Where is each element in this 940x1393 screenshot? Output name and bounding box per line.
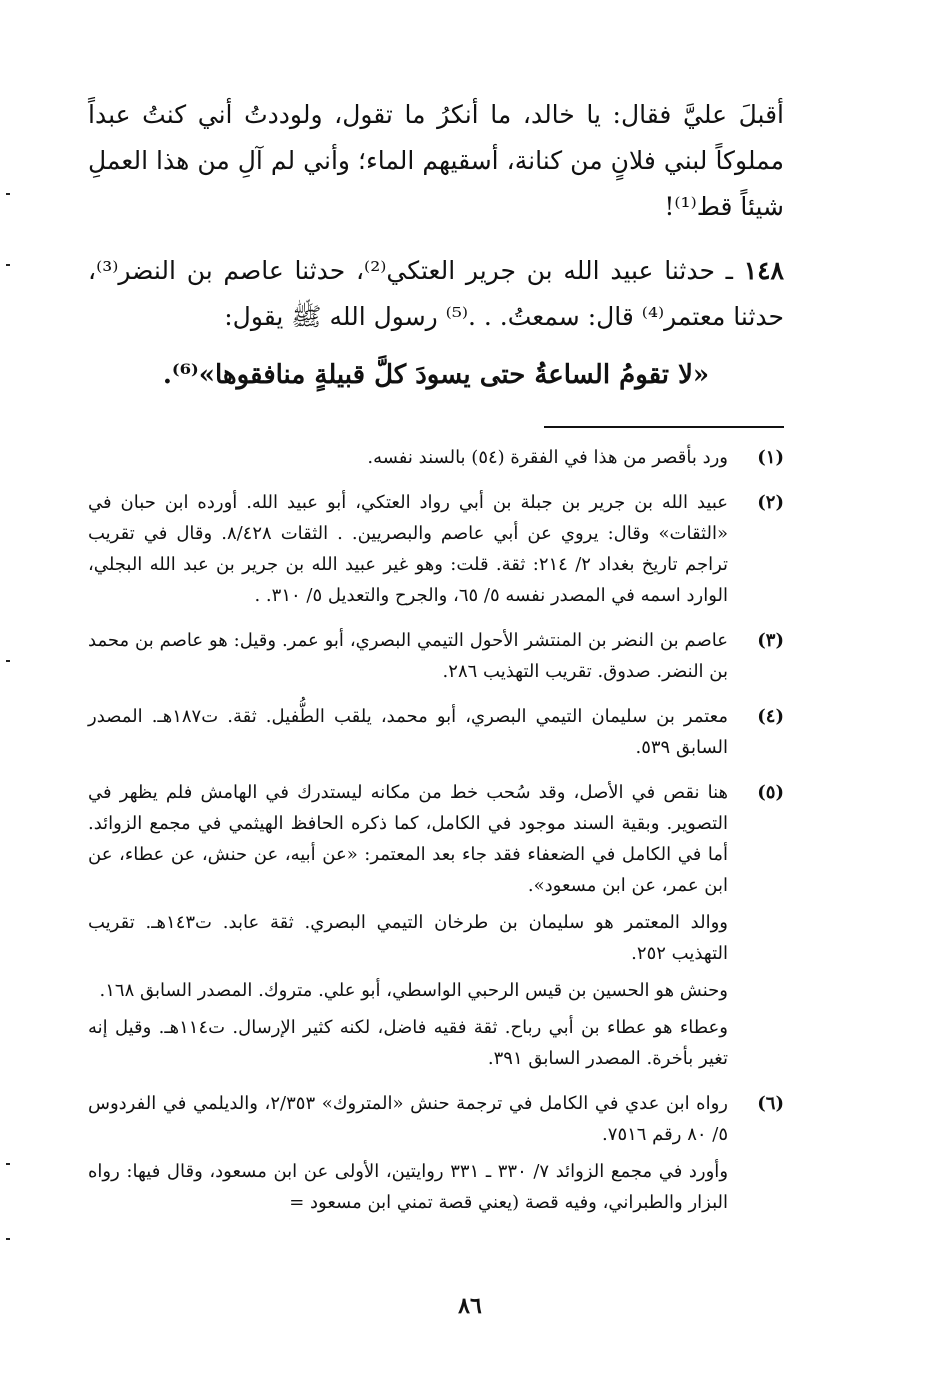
footnote-paragraph: ورد بأقصر من هذا في الفقرة (٥٤) بالسند نفسه. (367, 447, 728, 468)
footnote-number: (٦) (757, 1093, 784, 1114)
footnote (88, 442, 784, 479)
footnote-body (88, 777, 728, 1080)
footnote-paragraph: ووالد المعتمر هو سليمان بن طرخان التيمي البصري. ثقة عابد. ت١٤٣هـ. تقريب التهذيب ٢٥٢. (88, 912, 728, 964)
footnote-paragraph: معتمر بن سليمان التيمي البصري، أبو محمد، يلقب الطُّفيل. ثقة. ت١٨٧هـ. المصدر السابق ٥٣٩. (88, 706, 728, 758)
main-paragraph-2 (88, 248, 784, 340)
footnote-paragraph: وأورد في مجمع الزوائد ٧/ ٣٣٠ ـ ٣٣١ روايتين، الأولى عن ابن مسعود، وقال فيها: رواه البزار والطبراني، وفيه قصة (يعني قصة تمني ابن مسعود = (88, 1161, 729, 1213)
scan-margin-mark (6, 193, 10, 195)
scan-margin-mark (6, 1163, 10, 1165)
footnote-paragraph: وعطاء هو عطاء بن أبي رباح. ثقة فقيه فاضل، لكنه كثير الإرسال. ت١١٤هـ. وقيل إنه تغير بأخرة. المصدر السابق ٣٩١. (88, 1017, 728, 1069)
footnote-paragraph: عبيد الله بن جرير بن جبلة بن أبي رواد العتكي، أبو عبيد الله. أورده ابن حبان في «الثقات» وقال: يروي عن أبي عاصم والبصريين. . الثقات ٨/٤٢٨. وقال في تقريب تراجم تاريخ بغداد ٢/ ٢١٤: ثقة. قلت: وهو غير عبيد الله بن جرير بن عبد الله البجلي، الوارد اسمه في المصدر نفسه ٥/ ٦٥، والجرح والتعديل ٥/ ٣١٠. . (88, 492, 729, 606)
footnotes (88, 442, 784, 1224)
scan-margin-mark (6, 264, 10, 266)
footnote-body (88, 625, 728, 693)
footnote (88, 625, 784, 693)
main-paragraph-1: أقبلَ عليَّ فقال: يا خالد، ما أنكرُ ما تقول، ولوددتُ أني كنتُ عبداً مملوكاً لبني فلانٍ من كنانة، أسقيهم الماء؛ وأني لم آلِ من هذا العملِ شيئاً قط⁽¹⁾! (88, 100, 784, 221)
footnote (88, 777, 784, 1080)
page-body (88, 92, 784, 1232)
footnote-number: (٣) (757, 630, 784, 651)
footnote-paragraph: رواه ابن عدي في الكامل في ترجمة حنش «المتروك» ٢/٣٥٣، والديلمي في الفردوس ٥/ ٨٠ رقم ٧٥١٦. (88, 1093, 728, 1145)
hadith-number: ١٤٨ (743, 256, 784, 285)
footnote-divider (544, 426, 784, 428)
footnote-number: (٥) (757, 782, 784, 803)
isnad-text: ـ حدثنا عبيد الله بن جرير العتكي⁽²⁾، حدثنا عاصم بن النضر⁽³⁾، حدثنا معتمر⁽⁴⁾ قال: سمعتُ. . .⁽⁵⁾ رسول الله ﷺ يقول: (88, 256, 784, 331)
footnote-paragraph: هنا نقص في الأصل، وقد سُحب خط من مكانه ليستدرك في الهامش فلم يظهر في التصوير. وبقية السند موجود في الكامل، كما ذكره الحافظ الهيثمي في مجمع الزوائد. أما في الكامل في الضعفاء فقد جاء بعد المعتمر: «عن أبيه، عن حنش، عن عطاء، عن ابن عمر، عن ابن مسعود». (88, 782, 728, 896)
footnote-number: (٤) (757, 706, 784, 727)
footnote-number: (١) (757, 447, 784, 468)
footnote-paragraph: عاصم بن النضر بن المنتشر الأحول التيمي البصري، أبو عمر. وقيل: هو عاصم بن محمد بن النضر. صدوق. تقريب التهذيب ٢٨٦. (88, 630, 728, 682)
footnote (88, 487, 784, 617)
hadith-text: «لا تقومُ الساعةُ حتى يسودَ كلَّ قبيلةٍ منافقوها»⁽⁶⁾. (162, 360, 710, 390)
page-number: ٨٦ (458, 1293, 482, 1319)
footnote (88, 1088, 784, 1224)
footnote-body (88, 487, 728, 617)
footnote-body (88, 442, 728, 479)
footnote-paragraph: وحنش هو الحسين بن قيس الرحبي الواسطي، أبو علي. متروك. المصدر السابق ١٦٨. (99, 980, 728, 1001)
footnote (88, 701, 784, 769)
footnote-body (88, 701, 728, 769)
scan-margin-mark (6, 660, 10, 662)
scan-margin-mark (6, 1238, 10, 1240)
footnote-body (88, 1088, 728, 1224)
footnote-number: (٢) (757, 492, 784, 513)
